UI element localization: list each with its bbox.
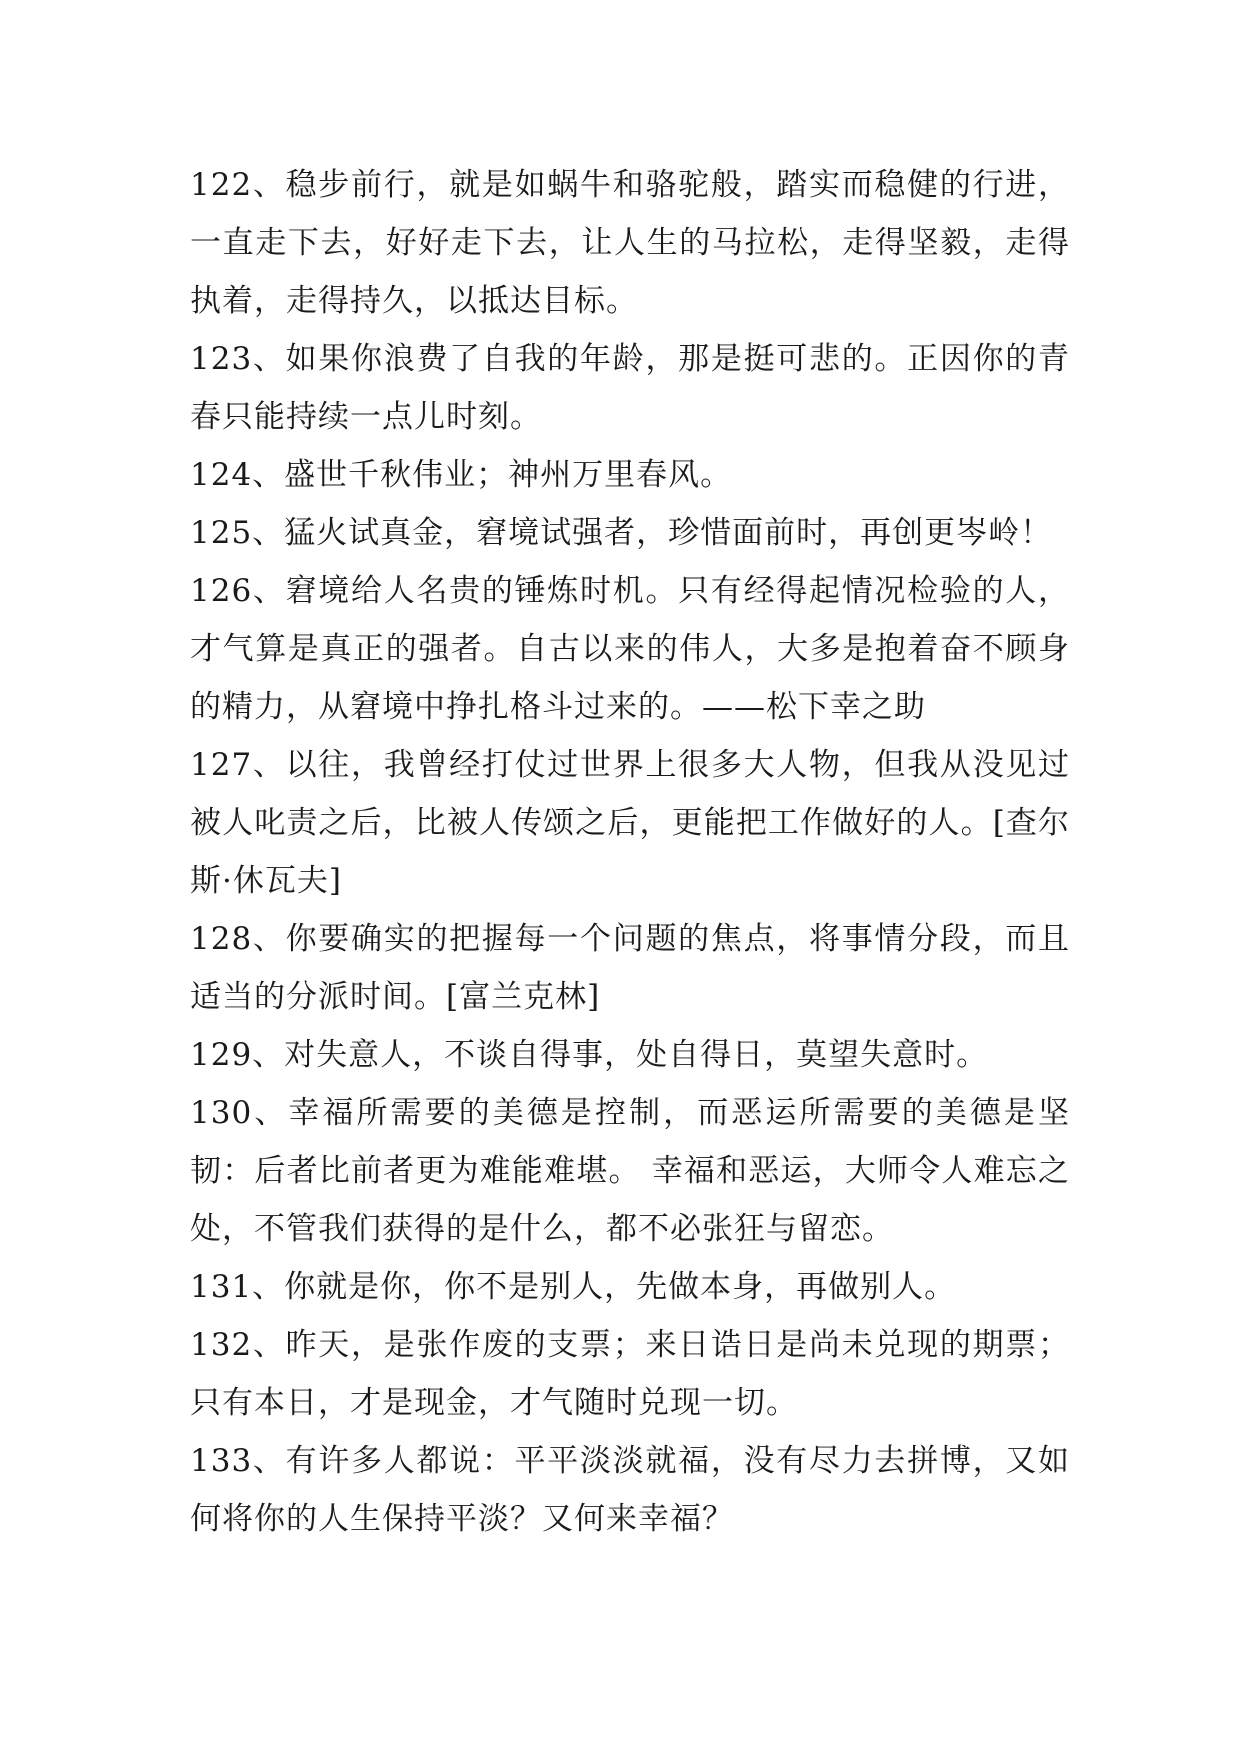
quote-132: 132、昨天，是张作废的支票；来日诰日是尚未兑现的期票；只有本日，才是现金，才气随时兑现一切。 [190,1327,1070,1421]
quote-129: 129、对失意人，不谈自得事，处自得日，莫望失意时。 [190,1037,989,1073]
quote-123: 123、如果你浪费了自我的年龄，那是挺可悲的。正因你的青春只能持续一点儿时刻。 [190,341,1070,435]
quote-125: 125、猛火试真金，窘境试强者，珍惜面前时，再创更岑岭！ [190,515,1053,551]
quote-131: 131、你就是你，你不是别人，先做本身，再做别人。 [190,1269,957,1305]
quote-130: 130、幸福所需要的美德是控制，而恶运所需要的美德是坚韧：后者比前者更为难能难堪。 幸福和恶运，大师令人难忘之处，不管我们获得的是什么，都不必张狂与留恋。 [190,1095,1070,1247]
quote-122: 122、稳步前行，就是如蜗牛和骆驼般，踏实而稳健的行进，一直走下去，好好走下去，让人生的马拉松，走得坚毅，走得执着，走得持久，以抵达目标。 [190,167,1070,319]
quote-124: 124、盛世千秋伟业；神州万里春风。 [190,457,733,493]
document-body [190,156,1070,1548]
quote-127: 127、以往，我曾经打仗过世界上很多大人物，但我从没见过被人叱责之后，比被人传颂之后，更能把工作做好的人。[查尔斯·休瓦夫] [190,747,1070,899]
quote-126: 126、窘境给人名贵的锤炼时机。只有经得起情况检验的人，才气算是真正的强者。自古以来的伟人，大多是抱着奋不顾身的精力，从窘境中挣扎格斗过来的。——松下幸之助 [190,573,1070,725]
quote-133: 133、有许多人都说：平平淡淡就福，没有尽力去拼博，又如何将你的人生保持平淡？又何来幸福？ [190,1443,1070,1537]
quote-128: 128、你要确实的把握每一个问题的焦点，将事情分段，而且适当的分派时间。[富兰克林] [190,921,1070,1015]
